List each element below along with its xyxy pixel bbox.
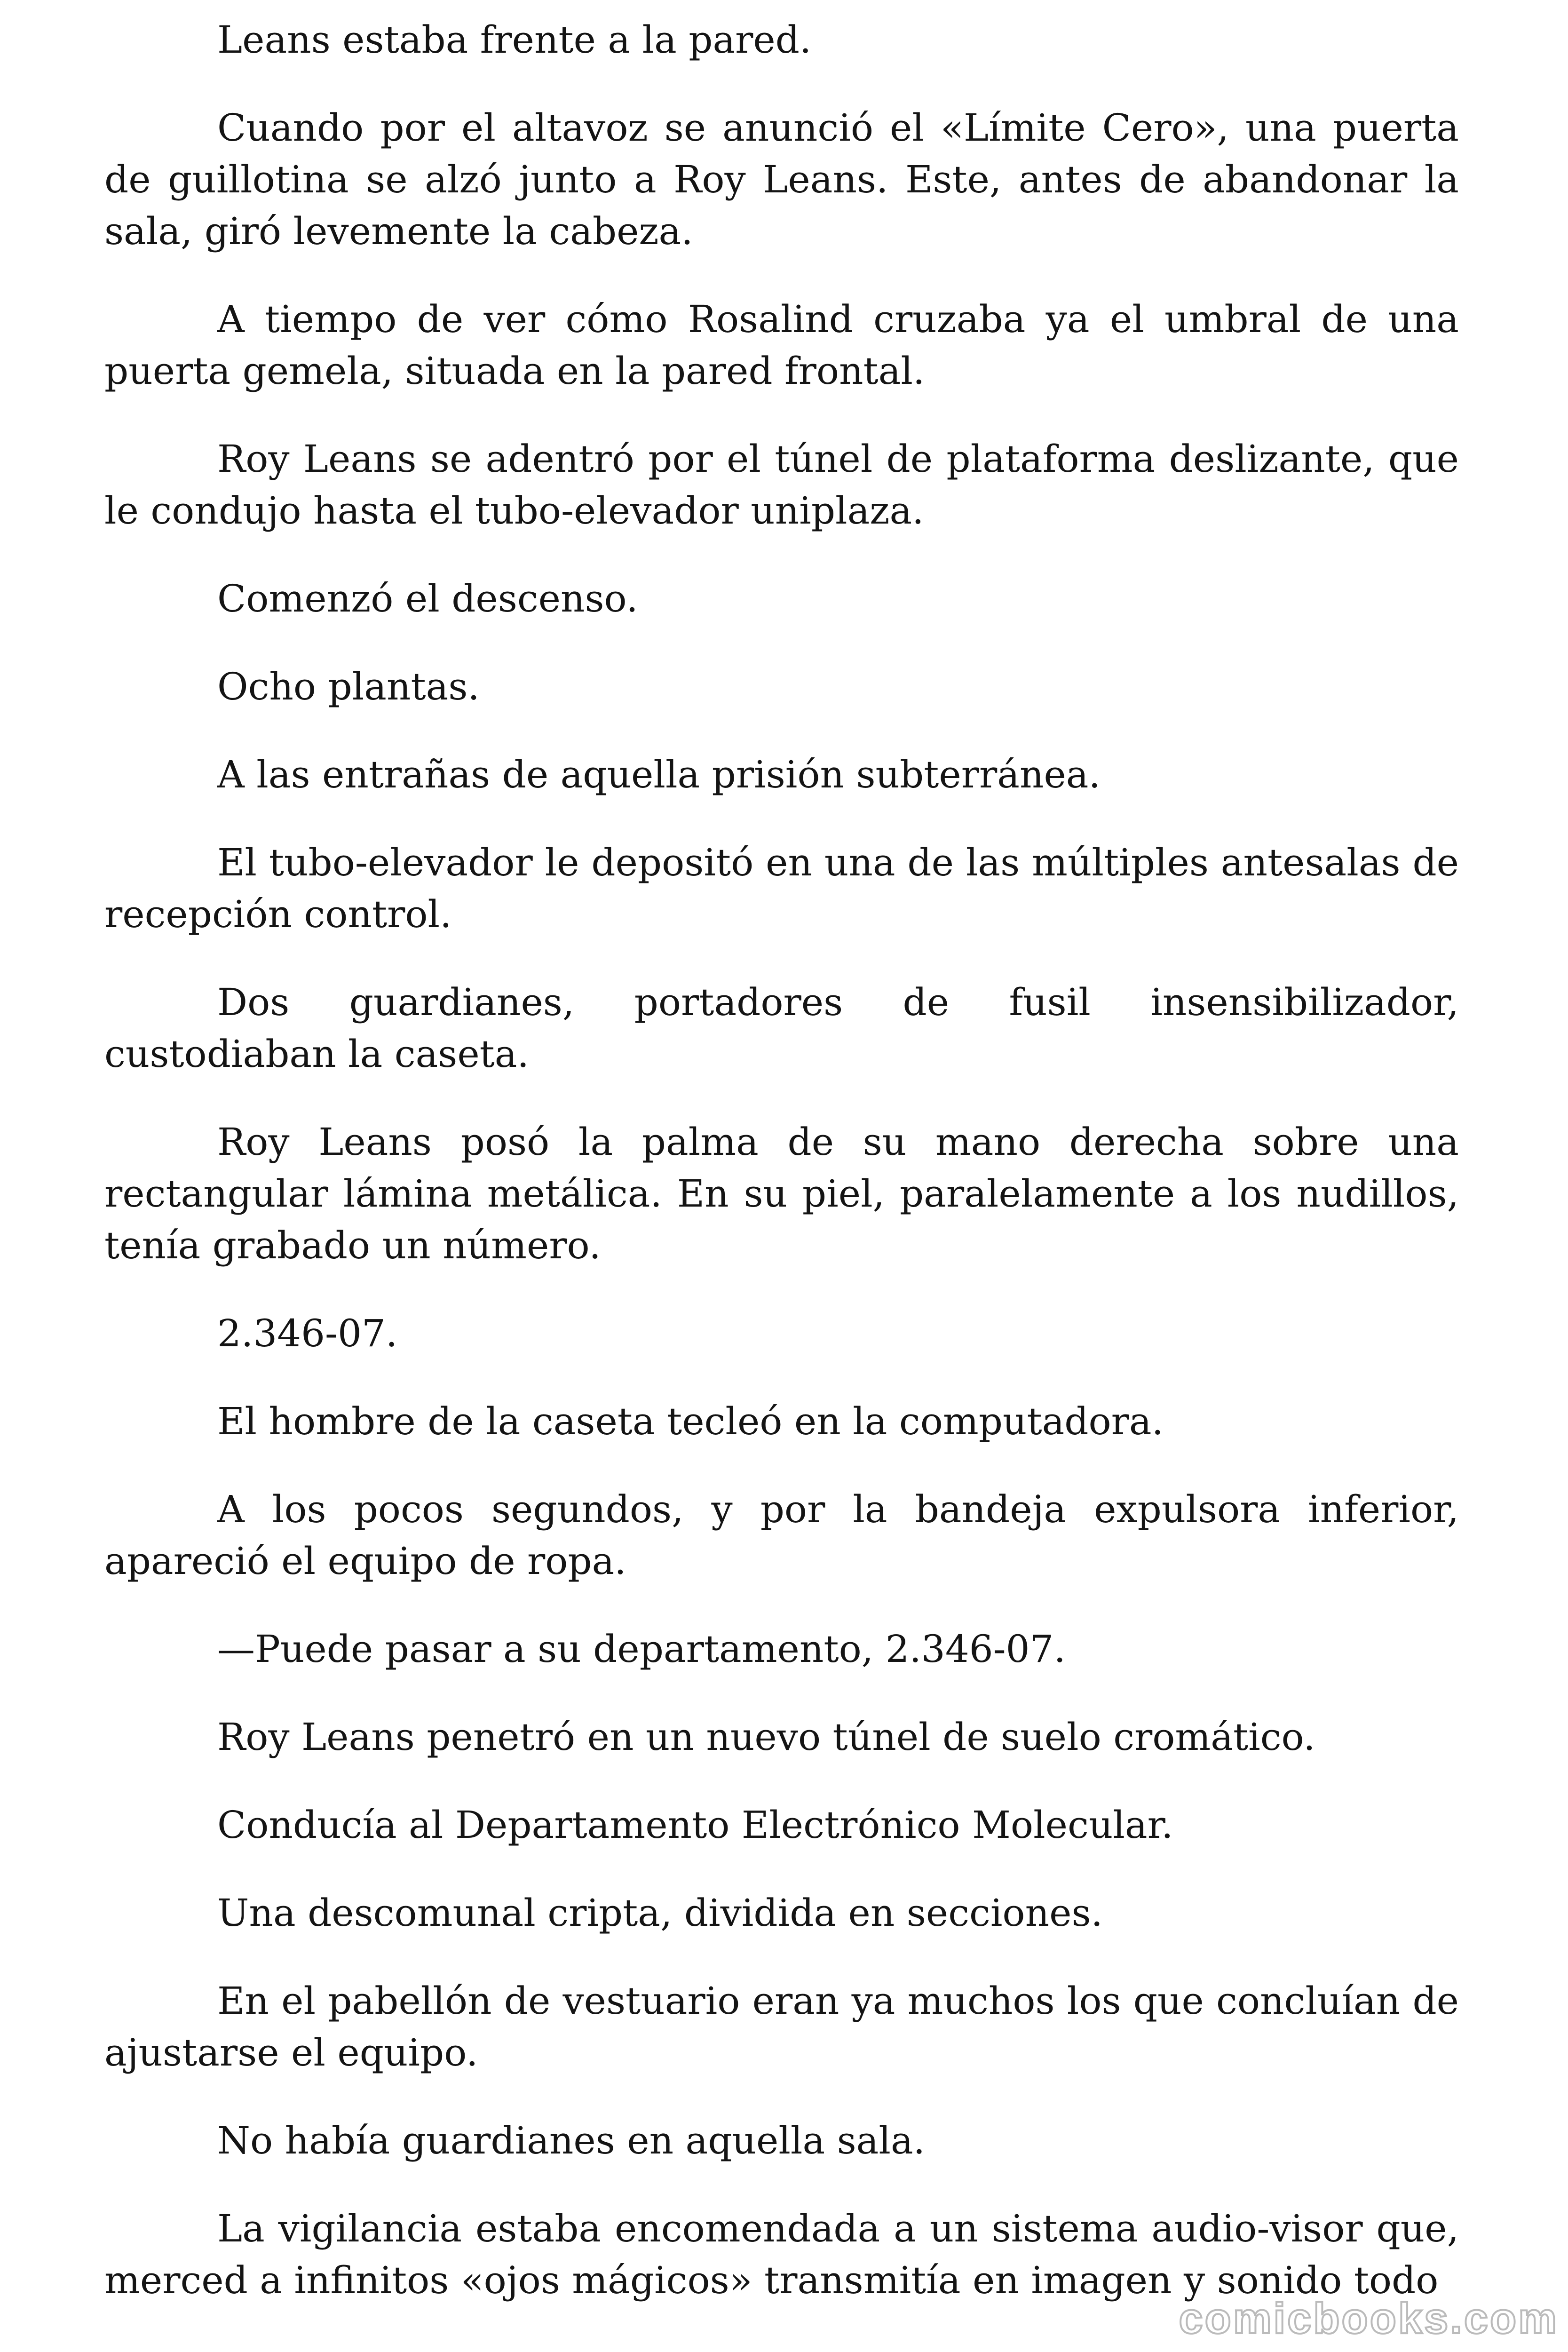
paragraph: Leans estaba frente a la pared. bbox=[217, 18, 812, 62]
paragraph: Conducía al Departamento Electrónico Molecular. bbox=[217, 1803, 1173, 1847]
body-text bbox=[104, 14, 1459, 2343]
paragraph: Cuando por el altavoz se anunció el «Límite Cero», una puerta de guillotina se alzó junto a Roy Leans. Este, antes de abandonar la sala, giró levemente la cabeza. bbox=[104, 106, 1459, 253]
paragraph: Roy Leans penetró en un nuevo túnel de suelo cromático. bbox=[217, 1715, 1315, 1759]
paragraph: El tubo-elevador le depositó en una de las múltiples antesalas de recepción control. bbox=[104, 841, 1459, 936]
paragraph: En el pabellón de vestuario eran ya muchos los que concluían de ajustarse el equipo. bbox=[104, 1979, 1459, 2074]
paragraph: La vigilancia estaba encomendada a un sistema audio-visor que, merced a infinitos «ojos mágicos» transmitía en imagen y sonido todo bbox=[104, 2207, 1459, 2302]
paragraph: A tiempo de ver cómo Rosalind cruzaba ya el umbral de una puerta gemela, situada en la pared frontal. bbox=[104, 297, 1459, 393]
paragraph: Comenzó el descenso. bbox=[217, 577, 638, 620]
paragraph: Roy Leans se adentró por el túnel de plataforma deslizante, que le condujo hasta el tubo-elevador uniplaza. bbox=[104, 437, 1459, 532]
paragraph: No había guardianes en aquella sala. bbox=[217, 2119, 926, 2162]
paragraph: El hombre de la caseta tecleó en la computadora. bbox=[217, 1399, 1164, 1443]
paragraph: Roy Leans posó la palma de su mano derecha sobre una rectangular lámina metálica. En su piel, paralelamente a los nudillos, tenía grabado un número. bbox=[104, 1120, 1459, 1267]
watermark-logo: comicbooks.com bbox=[1179, 2295, 1559, 2343]
paragraph: Ocho plantas. bbox=[217, 665, 480, 708]
paragraph: Dos guardianes, portadores de fusil insensibilizador, custodiaban la caseta. bbox=[104, 980, 1459, 1076]
paragraph: A los pocos segundos, y por la bandeja expulsora inferior, apareció el equipo de ropa. bbox=[104, 1487, 1459, 1583]
paragraph: A las entrañas de aquella prisión subterránea. bbox=[217, 753, 1101, 796]
paragraph: 2.346-07. bbox=[217, 1311, 398, 1355]
paragraph: —Puede pasar a su departamento, 2.346-07. bbox=[217, 1627, 1066, 1671]
paragraph: Una descomunal cripta, dividida en secciones. bbox=[217, 1891, 1103, 1935]
